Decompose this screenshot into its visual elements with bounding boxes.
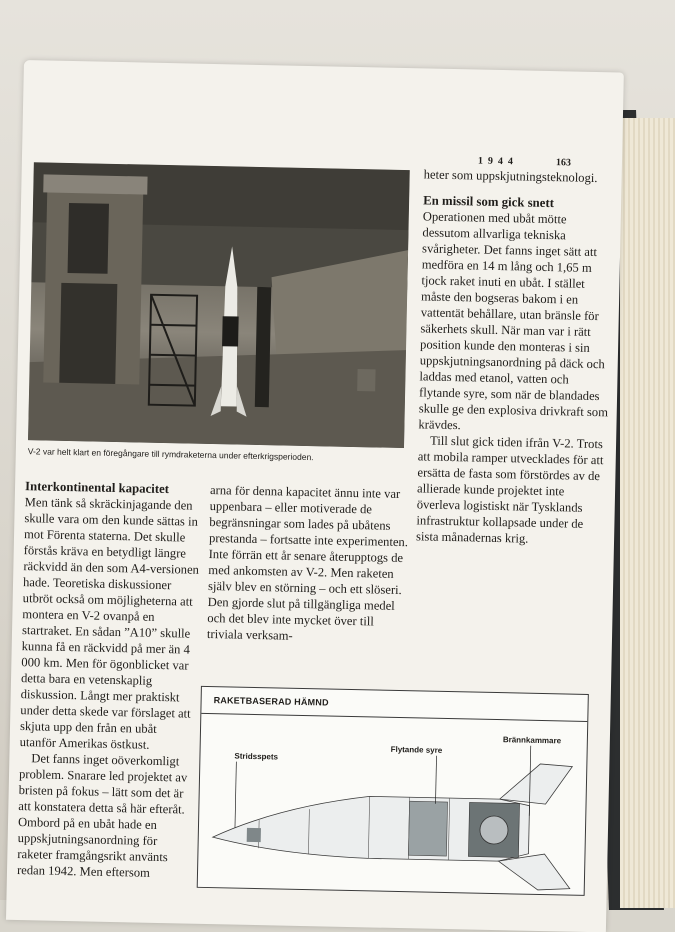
rocket-cutaway-drawing (198, 687, 588, 895)
column3-paragraph-0: heter som uppskjutningsteknologi. (423, 167, 598, 186)
header-year: 1944 (477, 155, 519, 168)
v2-launch-photo (28, 162, 410, 448)
column1-paragraph-2: Det fanns inget oöverkomligt problem. Snarare led projektet av bristen på fokus – lätt som det är att konstatera detta så här efteråt. Ombord på en ubåt hade en uppskjutningsanordning för raketer framgångsrikt använts redan 1942. Men eftersom (16, 751, 188, 880)
label-combustion-chamber: Brännkammare (502, 735, 562, 746)
label-liquid-oxygen: Flytande syre (390, 744, 443, 755)
page-number: 163 (555, 157, 572, 169)
photo-caption: V-2 var helt klart en föregångare till rymdraketerna under efterkrigsperioden. (27, 446, 314, 463)
column-3 (416, 166, 614, 548)
column3-paragraph-1: Operationen med ubåt mötte dessutom allvarliga tekniska svårigheter. Det fanns inget sätt att medföra en 14 m lång och 1,65 m tjock raket inuti en ubåt. I stället måste den bogseras bakom i en vattentät behållare, utan bränsle för säkerhets skull. När man var i rätt position kunde den monteras i sin uppskjutningsanordning på däck och laddas med etanol, vatten och flytande syre, som när de blandades skulle ge den explosiva drivkraft som krävdes. (418, 209, 609, 433)
running-header (22, 146, 622, 169)
book-page (6, 60, 624, 932)
rocket-diagram (197, 686, 589, 896)
section-heading-missile: En missil som gick snett (423, 193, 555, 211)
column2-paragraph-1: arna för denna kapacitet ännu inte var uppenbara – eller motiverade de begränsningar som lades på ubåtens prestanda – fortsatte inte experimenten. Inte förrän ett år senare återupptogs de med ankomsten av V-2. Men raketen själv blev en störning – och ett slöseri. Den gjorde slut på tillgängliga medel och det blev inte mycket över till triviala verksam- (206, 482, 409, 643)
diagram-title: RAKETBASERAD HÄMND (213, 695, 329, 708)
column-1 (17, 478, 201, 882)
page-stack (620, 118, 675, 908)
section-heading-intercontinental: Interkontinental kapacitet (24, 479, 170, 497)
column1-paragraph-1: Men tänk så skräckinjagande den skulle vara om den kunde sättas in mot Förenta staterna. Det skulle förstås kräva en betydligt längre räckvidd än den som A4-versionen hade. Teoretiska diskussioner utbröt också om möjligheterna att montera en V-2 ovanpå en startraket. En sådan ”A10” skulle kunna få en räckvidd på mer än 4 000 km. Men för ögonblicket var detta bara en vetenskaplig diskussion. Långt mer praktiskt under detta skede var förslaget att skjuta upp den från en ubåt utanför Amerikas östkust. (19, 495, 200, 752)
label-warhead: Stridsspets (234, 751, 279, 762)
column-2 (207, 482, 410, 646)
column3-paragraph-2: Till slut gick tiden ifrån V-2. Trots att mobila ramper utvecklades för att ersätta de fasta som förstördes av de allierade kunde projektet inte överleva logistiskt när Tysklands infrastruktur kollapsade under de sista månadernas krig. (415, 433, 604, 546)
